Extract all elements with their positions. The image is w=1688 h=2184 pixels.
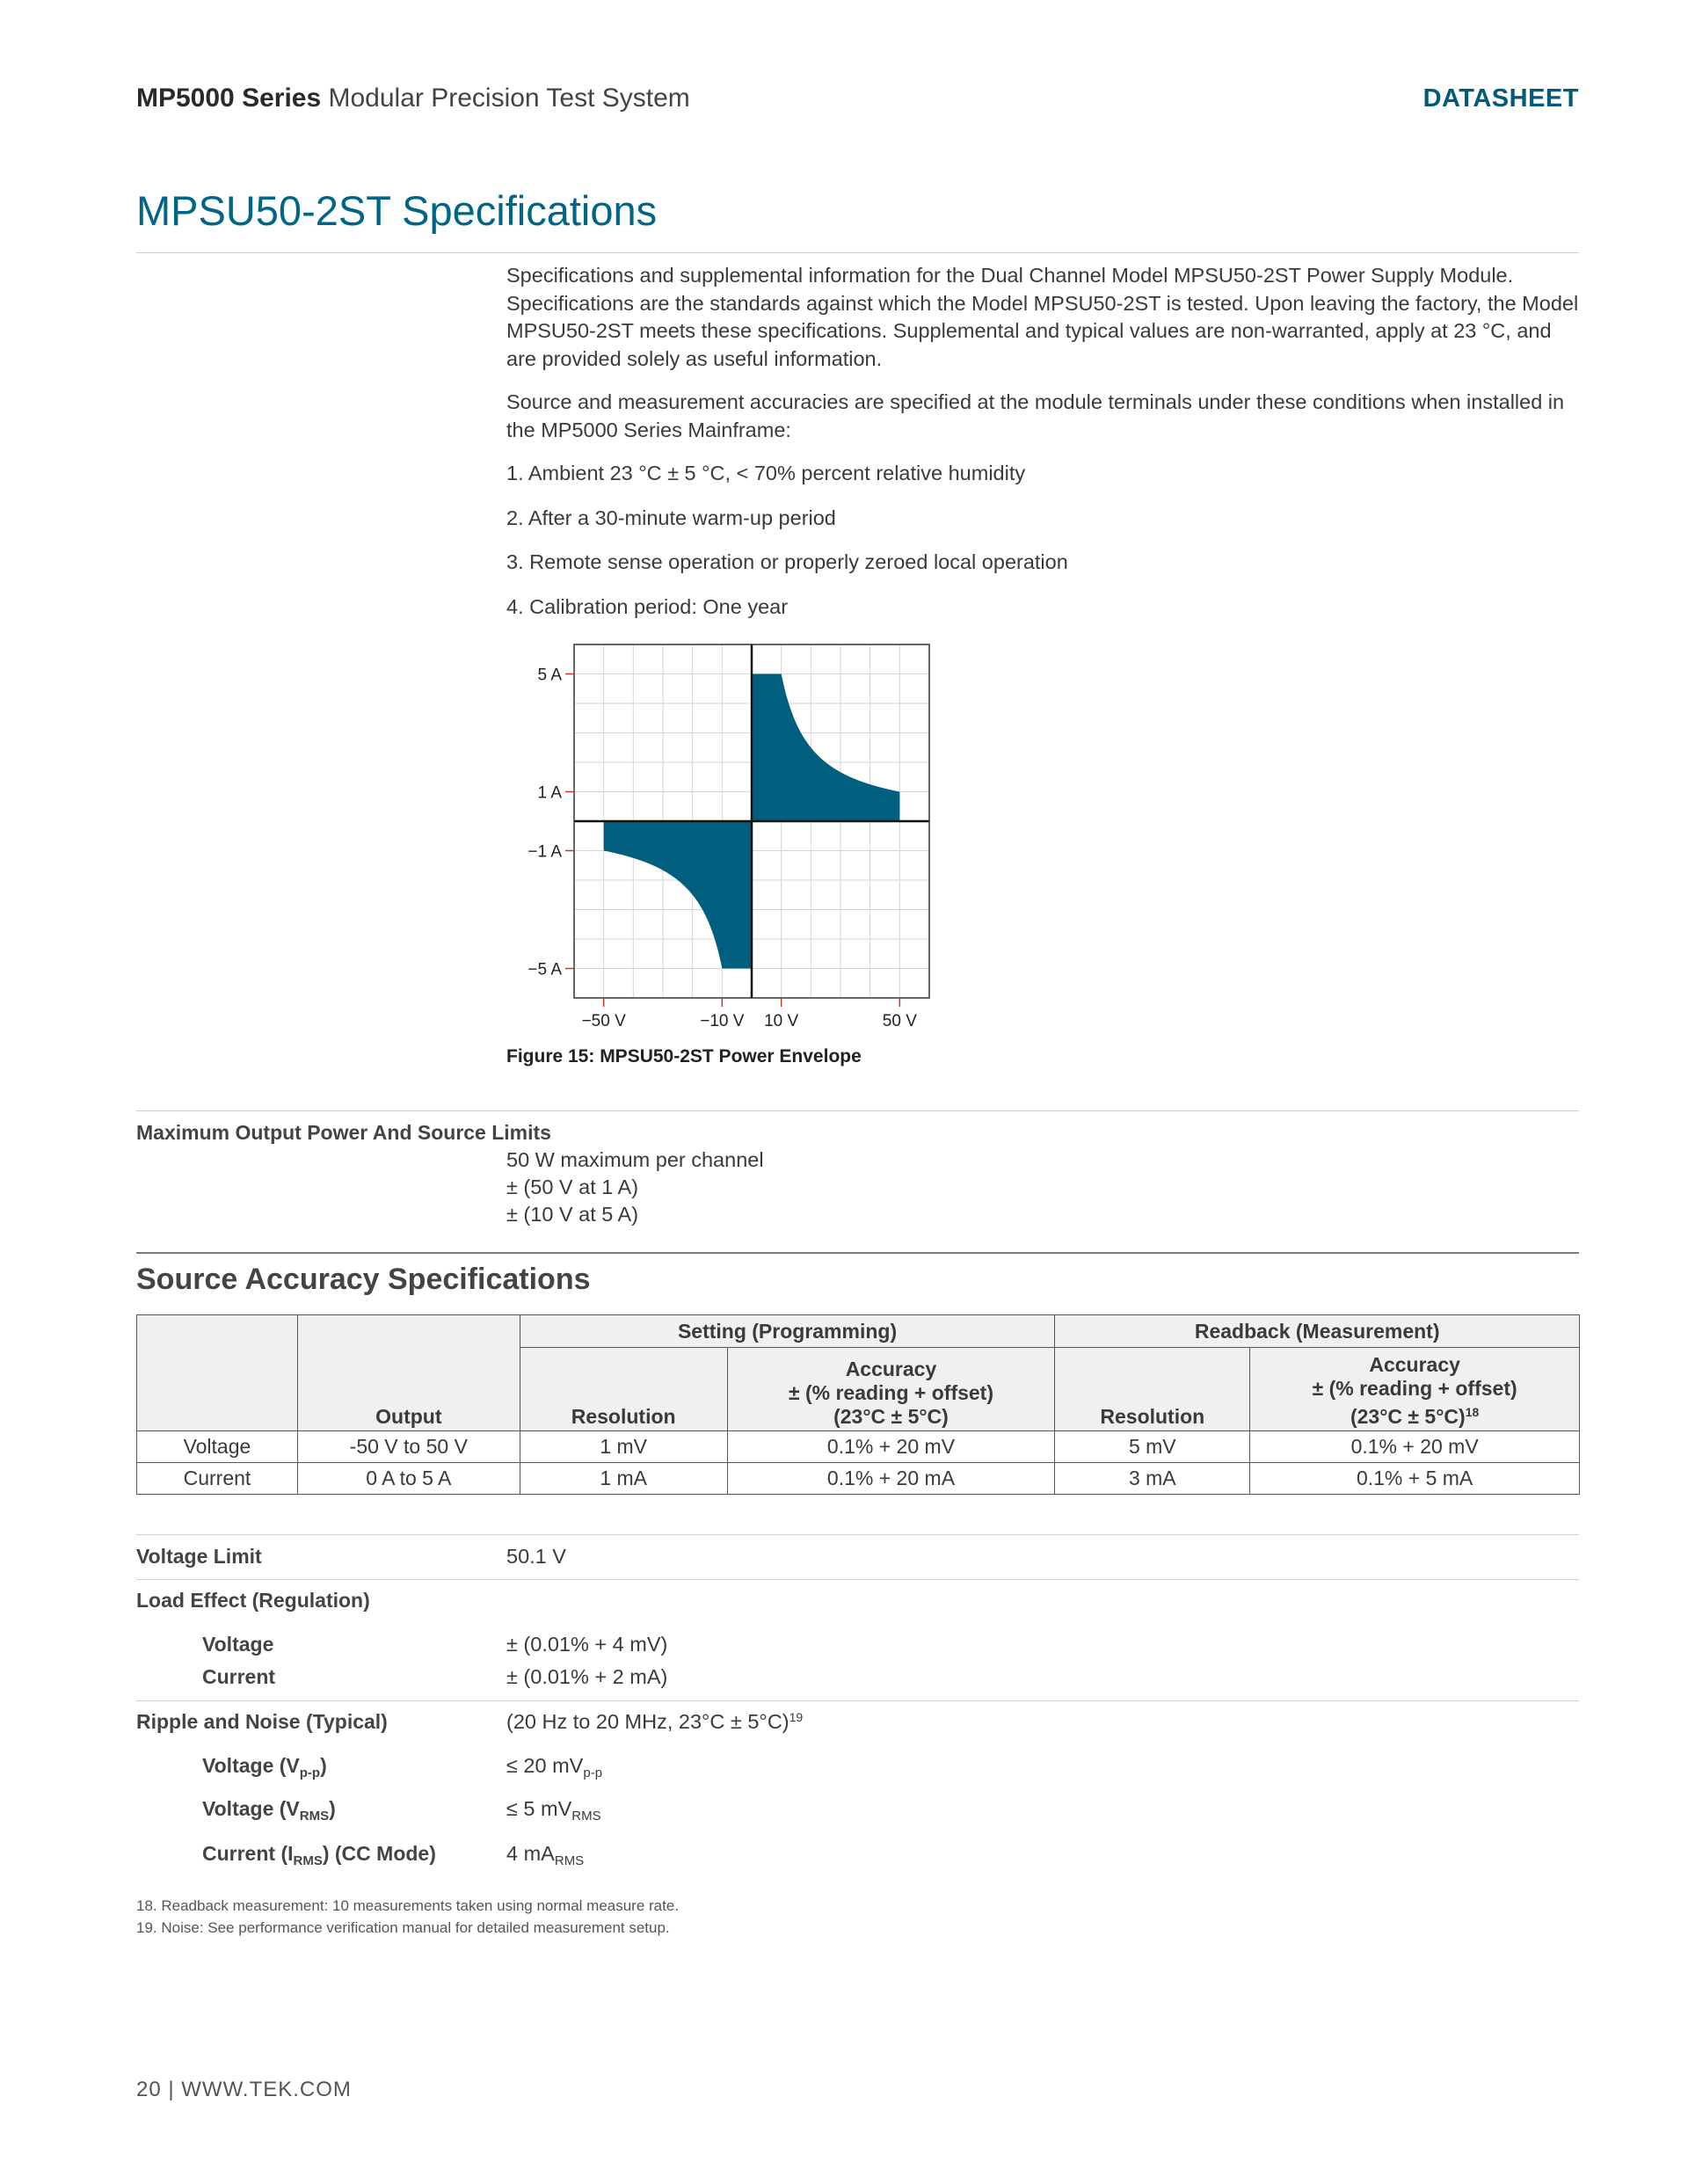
subscript: RMS — [554, 1853, 585, 1868]
ripple-condition — [506, 1710, 803, 1734]
output-header: Output — [297, 1315, 520, 1431]
section-divider — [136, 1252, 1579, 1254]
param-cell: Current — [137, 1463, 298, 1495]
subscript: RMS — [293, 1853, 323, 1868]
section-divider — [136, 1579, 1579, 1580]
condition-item: 4. Calibration period: One year — [506, 594, 789, 618]
ripple-vrms-value — [506, 1797, 601, 1824]
param-header-cell — [137, 1315, 298, 1431]
page-title: MPSU50-2ST Specifications — [136, 187, 658, 234]
y-tick-label: −5 A — [528, 960, 562, 979]
load-effect-label: Load Effect (Regulation) — [136, 1589, 370, 1612]
ripple-vrms-label-text: Voltage (V — [202, 1797, 300, 1820]
accuracy-line: (23°C ± 5°C) — [833, 1405, 949, 1428]
setting-group-header: Setting (Programming) — [520, 1315, 1055, 1348]
readback-resolution-cell: 3 mA — [1055, 1463, 1250, 1495]
subscript: RMS — [571, 1809, 601, 1824]
readback-accuracy-cell: 0.1% + 20 mV — [1250, 1431, 1580, 1463]
title-divider — [136, 252, 1579, 253]
setting-resolution-header: Resolution — [520, 1348, 727, 1431]
section-divider — [136, 1700, 1579, 1701]
condition-item: 1. Ambient 23 °C ± 5 °C, < 70% percent relative humidity — [506, 462, 1026, 484]
page-number: 20 — [136, 2078, 162, 2101]
param-cell: Voltage — [137, 1431, 298, 1463]
max-output-label: Maximum Output Power And Source Limits — [136, 1121, 551, 1144]
condition-item: 2. After a 30-minute warm-up period — [506, 506, 836, 529]
setting-accuracy-header — [727, 1348, 1055, 1431]
output-cell: -50 V to 50 V — [297, 1431, 520, 1463]
setting-accuracy-cell: 0.1% + 20 mV — [727, 1431, 1055, 1463]
load-voltage-value: ± (0.01% + 4 mV) — [506, 1633, 668, 1656]
footnote: 19. Noise: See performance verification manual for detailed measurement setup. — [136, 1919, 670, 1936]
intro-paragraph-1: Specifications and supplemental information for the Dual Channel Model MPSU50-2ST Power Supply Module. Specifications are the standards against which the Model MPSU50-2ST is tested. Upon leaving the factory, the Model MPSU50-2ST meets these specifications. Supplemental and typical values are non-warranted, apply at 23 °C, and are provided solely as useful information. — [506, 264, 1579, 370]
ripple-vrms-label: Voltage $(V_{RMS})$ — [202, 1797, 336, 1824]
ripple-condition-text: (20 Hz to 20 MHz, 23°C ± 5°C) — [506, 1710, 789, 1733]
x-tick-label: −10 V — [700, 1012, 745, 1030]
subscript: RMS — [299, 1809, 330, 1824]
setting-resolution-cell: 1 mV — [520, 1431, 727, 1463]
section-divider — [136, 1110, 1579, 1111]
condition-item: 3. Remote sense operation or properly zeroed local operation — [506, 550, 1068, 573]
power-envelope-chart — [501, 637, 941, 1033]
accuracy-line: Accuracy — [1369, 1353, 1460, 1376]
accuracy-line: ± (% reading + offset) — [788, 1381, 994, 1404]
subscript: p-p — [299, 1765, 321, 1780]
section-divider — [136, 1534, 1579, 1535]
accuracy-line — [1255, 1401, 1574, 1429]
ripple-vpp-label: Voltage $(V_{p-p})$ — [202, 1754, 327, 1780]
header-title — [136, 84, 690, 113]
subscript: p-p — [583, 1765, 603, 1780]
footnotes — [136, 1895, 679, 1939]
accuracy-line: ± (% reading + offset) — [1312, 1377, 1517, 1400]
ripple-vrms-value-text: ≤ 5 mV — [506, 1797, 572, 1820]
ripple-irms-label — [202, 1842, 436, 1868]
ripple-irms-label-text: Current (I — [202, 1842, 294, 1865]
table-row — [137, 1431, 1580, 1463]
output-cell: 0 A to 5 A — [297, 1463, 520, 1495]
ripple-irms-value-text: 4 mA — [506, 1842, 555, 1865]
ripple-vpp-label-text: Voltage (V — [202, 1754, 300, 1777]
load-current-value: ± (0.01% + 2 mA) — [506, 1665, 668, 1688]
readback-accuracy-header — [1250, 1348, 1580, 1431]
series-name: MP5000 Series — [136, 84, 322, 113]
footer-site: WWW.TEK.COM — [181, 2078, 352, 2101]
setting-accuracy-cell: 0.1% + 20 mA — [727, 1463, 1055, 1495]
max-output-line: ± (10 V at 5 A) — [506, 1203, 639, 1226]
max-output-line: 50 W maximum per channel — [506, 1148, 764, 1171]
x-tick-label: 10 V — [764, 1012, 799, 1030]
x-tick-label: 50 V — [882, 1012, 917, 1030]
page-footer — [136, 2078, 352, 2102]
voltage-limit-value: 50.1 V — [506, 1545, 566, 1568]
table-row — [137, 1463, 1580, 1495]
series-subtitle: Modular Precision Test System — [328, 84, 690, 113]
ripple-irms-suffix: ) (CC Mode) — [322, 1842, 436, 1865]
intro-section — [506, 262, 1581, 637]
intro-paragraph-2: Source and measurement accuracies are specified at the module terminals under these conditions when installed in the MP5000 Series Mainframe: — [506, 390, 1565, 441]
readback-group-header: Readback (Measurement) — [1055, 1315, 1580, 1348]
readback-resolution-header: Resolution — [1055, 1348, 1250, 1431]
accuracy-condition: (23°C ± 5°C) — [1350, 1405, 1466, 1428]
y-tick-label: 1 A — [537, 783, 562, 803]
x-tick-label: −50 V — [581, 1012, 626, 1030]
voltage-limit-label: Voltage Limit — [136, 1545, 262, 1568]
source-accuracy-heading: Source Accuracy Specifications — [136, 1263, 591, 1296]
datasheet-tag: DATASHEET — [1422, 84, 1579, 113]
source-accuracy-table — [136, 1314, 1580, 1495]
footnote-ref: 19 — [789, 1710, 804, 1724]
readback-resolution-cell: 5 mV — [1055, 1431, 1250, 1463]
readback-accuracy-cell: 0.1% + 5 mA — [1250, 1463, 1580, 1495]
footnote: 18. Readback measurement: 10 measurements taken using normal measure rate. — [136, 1897, 680, 1914]
y-tick-label: −1 A — [528, 842, 562, 862]
ripple-vpp-value — [506, 1754, 602, 1780]
ripple-label: Ripple and Noise (Typical) — [136, 1710, 388, 1733]
setting-resolution-cell: 1 mA — [520, 1463, 727, 1495]
y-tick-label: 5 A — [537, 666, 562, 685]
load-voltage-label: Voltage — [202, 1633, 274, 1656]
load-current-label: Current — [202, 1665, 276, 1688]
max-output-line: ± (50 V at 1 A) — [506, 1176, 639, 1198]
ripple-vpp-value-text: ≤ 20 mV — [506, 1754, 584, 1777]
figure-caption: Figure 15: MPSU50-2ST Power Envelope — [506, 1046, 862, 1067]
accuracy-line: Accuracy — [845, 1358, 937, 1380]
footnote-ref: 18 — [1465, 1405, 1480, 1419]
footer-separator: | — [168, 2078, 175, 2101]
ripple-irms-value — [506, 1842, 584, 1868]
